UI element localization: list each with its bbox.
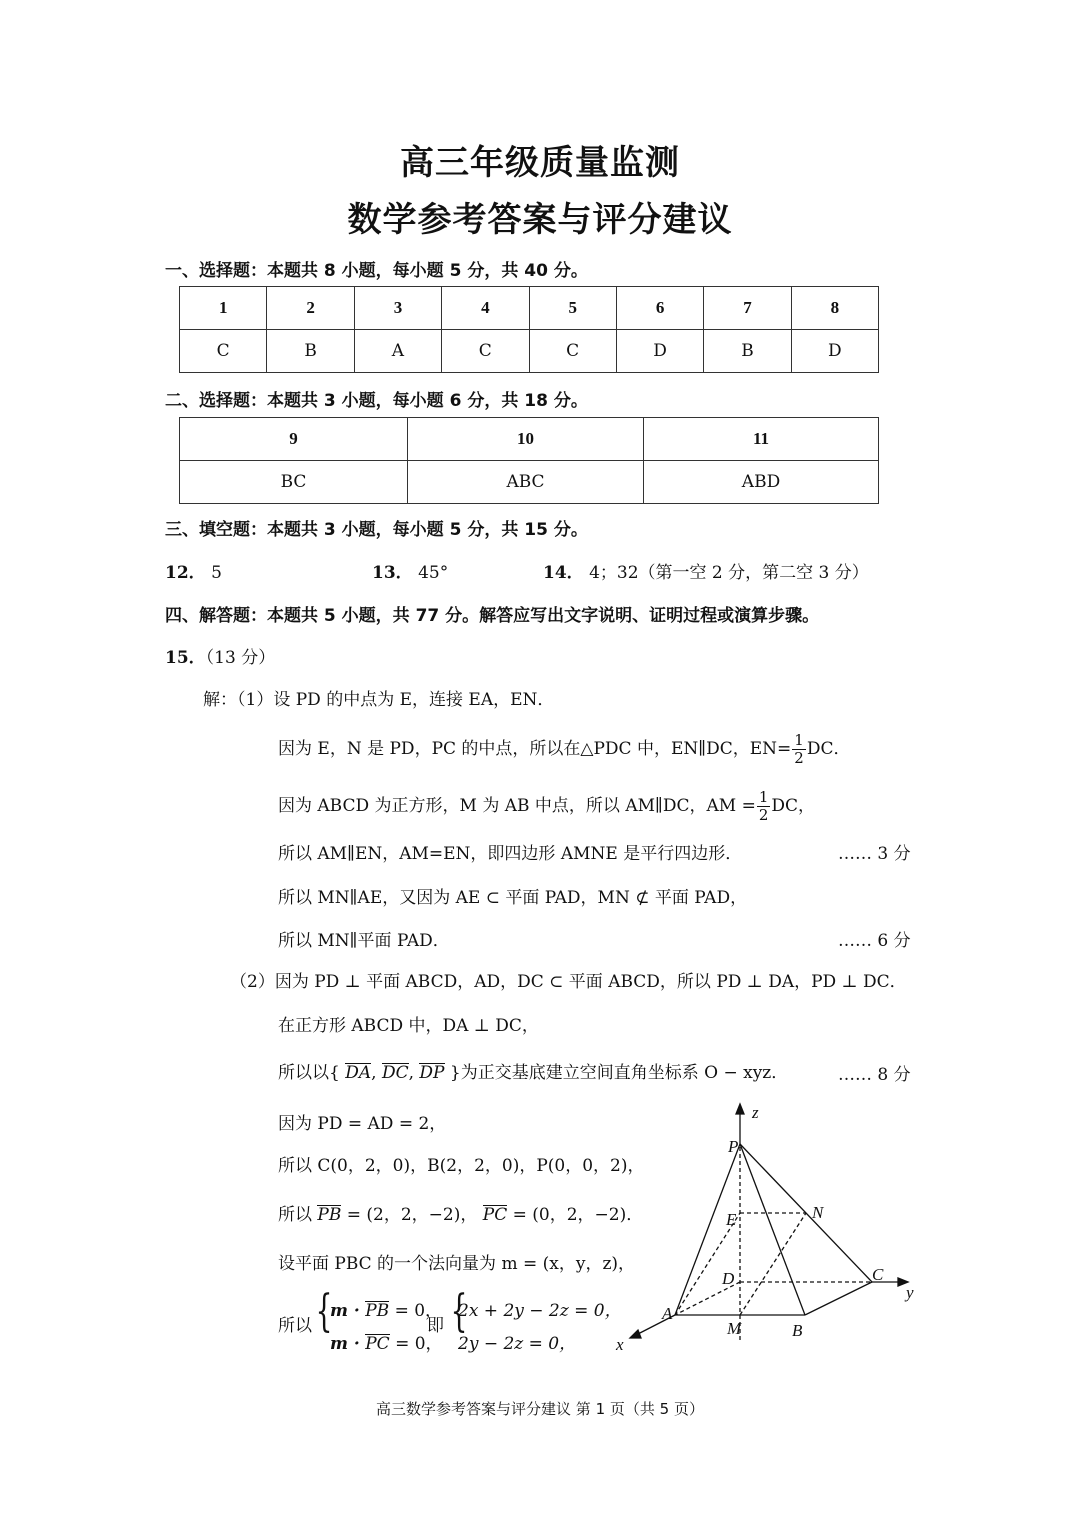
solution-line: 所以 MN∥平面 PAD． [278, 931, 450, 951]
table-row [180, 330, 879, 373]
table-cell: ABD [644, 461, 879, 504]
solution-text: DC， [771, 796, 816, 816]
figure-label: x [616, 1335, 624, 1354]
left-brace: { [450, 1286, 468, 1337]
table-cell: 7 [704, 287, 791, 330]
solution-line: （2）因为 PD ⊥ 平面 ABCD，AD，DC ⊂ 平面 ABCD，所以 PD ⊥ DA，PD ⊥ DC． [230, 972, 907, 992]
question-number: 15． [165, 648, 206, 668]
question-number: 13． [372, 563, 413, 583]
left-brace: { [315, 1286, 333, 1337]
table-cell: BC [180, 461, 408, 504]
answer-table-2 [179, 417, 879, 504]
table-cell: 8 [791, 287, 878, 330]
solution-line: 解：（1）设 PD 的中点为 E，连接 EA，EN． [203, 690, 555, 710]
answer-value: 45° [418, 563, 449, 583]
solution-line [278, 733, 850, 766]
solution-text: }为正交基底建立空间直角坐标系 O − xyz． [449, 1063, 789, 1083]
table-cell: 1 [180, 287, 267, 330]
table-cell: 4 [442, 287, 529, 330]
section-heading-1: 一、选择题：本题共 8 小题，每小题 5 分，共 40 分。 [165, 261, 588, 281]
equation-text: m · [330, 1334, 360, 1354]
solution-text: 所以以{ [278, 1063, 340, 1083]
fraction-numerator: 1 [758, 788, 769, 806]
table-cell: 3 [354, 287, 441, 330]
answer-value: 4；32（第一空 2 分，第二空 3 分） [589, 563, 869, 583]
solution-text: 所以 [278, 1316, 312, 1336]
solution-text: 即 [427, 1316, 444, 1336]
table-cell: B [704, 330, 791, 373]
solution-line: 所以 C(0，2，0)，B(2，2，0)，P(0，0，2)， [278, 1156, 645, 1176]
fraction-denominator: 2 [758, 806, 769, 824]
table-cell: C [529, 330, 616, 373]
question-15-header [165, 643, 275, 668]
figure-label: D [722, 1269, 735, 1288]
table-cell: B [267, 330, 354, 373]
answer-13 [372, 558, 448, 583]
solution-line [278, 1200, 643, 1225]
vector-da: DA [345, 1063, 372, 1083]
fraction-half [792, 733, 806, 766]
equation-line [330, 1329, 443, 1354]
vector-dc: DC [381, 1063, 409, 1083]
section-heading-4: 四、解答题：本题共 5 小题，共 77 分。解答应写出文字说明、证明过程或演算步骤。 [165, 606, 820, 626]
table-cell: A [354, 330, 441, 373]
vector-pb: PB [365, 1301, 390, 1321]
question-number: 14． [543, 563, 584, 583]
equation-line: 2y − 2z = 0， [458, 1334, 577, 1354]
score-marker: …… 6 分 [838, 931, 911, 951]
figure-label: A [662, 1304, 673, 1323]
score-marker: …… 3 分 [838, 844, 911, 864]
solution-text: 因为 ABCD 为正方形，M 为 AB 中点，所以 AM∥DC，AM = [278, 796, 756, 816]
fraction-half [757, 790, 771, 823]
vector-dp: DP [419, 1063, 445, 1083]
vector-pb: PB [317, 1205, 342, 1225]
solution-text: = (0，2，−2)． [512, 1205, 644, 1225]
solution-line: 所以 MN∥AE，又因为 AE ⊂ 平面 PAD，MN ⊄ 平面 PAD， [278, 888, 748, 908]
solution-text: 所以 [278, 1205, 312, 1225]
section-heading-2: 二、选择题：本题共 3 小题，每小题 6 分，共 18 分。 [165, 391, 588, 411]
equation-text: = 0， [394, 1301, 443, 1321]
answer-14 [543, 558, 869, 583]
table-cell: 10 [408, 418, 644, 461]
z-axis-arrow [736, 1104, 744, 1114]
solution-text: 因为 E，N 是 PD，PC 的中点，所以在△PDC 中，EN∥DC，EN= [278, 739, 792, 759]
answer-table-1 [179, 286, 879, 373]
table-cell: C [180, 330, 267, 373]
equation-line [330, 1296, 442, 1321]
figure-label: z [752, 1103, 759, 1122]
vector-pc: PC [365, 1334, 390, 1354]
figure-label: E [726, 1210, 737, 1229]
solution-text: = (2，2，−2)， [346, 1205, 478, 1225]
solution-line [278, 790, 815, 823]
vector-pc: PC [482, 1205, 508, 1225]
figure-label: y [906, 1283, 914, 1302]
pyramid-figure [610, 1100, 930, 1355]
fraction-numerator: 1 [794, 731, 804, 749]
table-cell: C [442, 330, 529, 373]
solution-line: 所以以{ DA, DC, DP }为正交基底建立空间直角坐标系 O − xyz． [278, 1063, 789, 1083]
table-header-row [180, 418, 879, 461]
page-subtitle: 数学参考答案与评分建议 [347, 200, 733, 240]
solution-text: DC． [806, 739, 851, 759]
table-cell: 11 [644, 418, 879, 461]
question-points: （13 分） [205, 648, 276, 668]
table-cell: ABC [408, 461, 644, 504]
page-title: 高三年级质量监测 [400, 143, 680, 183]
table-cell: 6 [616, 287, 703, 330]
figure-label: N [812, 1203, 824, 1222]
question-number: 12． [165, 563, 206, 583]
solution-line: 因为 PD = AD = 2， [278, 1114, 447, 1134]
solution-line: 在正方形 ABCD 中，DA ⊥ DC， [278, 1016, 539, 1036]
table-header-row [180, 287, 879, 330]
table-cell: 5 [529, 287, 616, 330]
table-row [180, 461, 879, 504]
segment-mn [740, 1213, 806, 1315]
score-marker: …… 8 分 [838, 1065, 911, 1085]
page-footer: 高三数学参考答案与评分建议 第 1 页（共 5 页） [376, 1400, 704, 1418]
answer-12 [165, 558, 222, 583]
solution-line: 所以 AM∥EN，AM=EN，即四边形 AMNE 是平行四边形． [278, 844, 743, 864]
equation-text: = 0， [395, 1334, 443, 1354]
solution-line: 设平面 PBC 的一个法向量为 m = (x，y，z)， [278, 1254, 636, 1274]
edge-bc [805, 1282, 872, 1315]
equation-line: 2x + 2y − 2z = 0， [458, 1301, 622, 1321]
figure-label: P [728, 1137, 739, 1156]
x-axis-arrow [630, 1330, 641, 1338]
figure-label: B [792, 1321, 803, 1340]
figure-label: C [872, 1265, 884, 1284]
table-cell: D [616, 330, 703, 373]
equation-text: m · [330, 1301, 360, 1321]
answer-value: 5 [211, 563, 222, 583]
table-cell: 2 [267, 287, 354, 330]
figure-label: M [727, 1319, 742, 1338]
section-heading-3: 三、填空题：本题共 3 小题，每小题 5 分，共 15 分。 [165, 520, 588, 540]
table-cell: 9 [180, 418, 408, 461]
table-cell: D [791, 330, 878, 373]
fraction-denominator: 2 [794, 749, 804, 767]
